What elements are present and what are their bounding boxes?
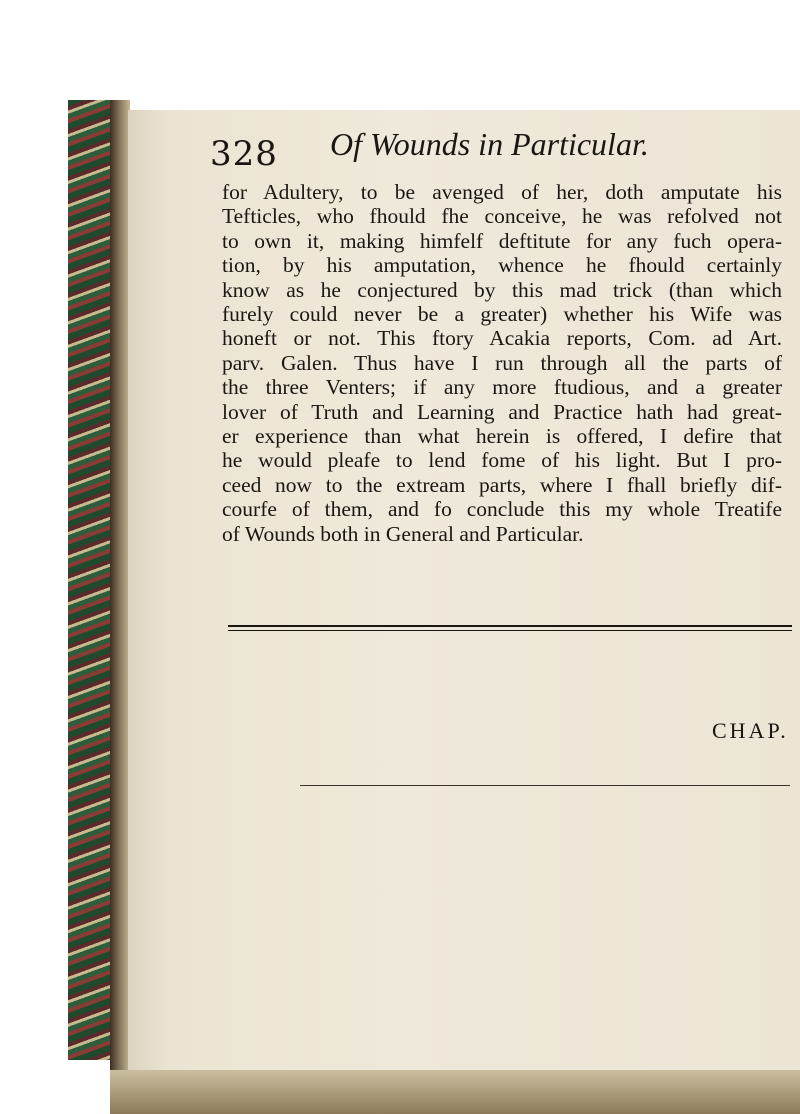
marbled-binding-edge [68,100,112,1060]
body-line: tion, by his amputation, whence he fhould certainly [222,253,782,278]
body-line: lover of Truth and Learning and Practice hath had great- [222,399,782,424]
lower-rule [300,785,790,786]
page-number: 328 [210,134,278,174]
body-text [222,180,782,546]
body-line: the three Venters; if any more ftudious, and a greater [222,375,782,400]
body-line: he would pleafe to lend fome of his light. But I pro- [222,448,782,473]
body-line: ceed now to the extream parts, where I fhall briefly dif- [222,472,782,497]
body-line: Tefticles, who fhould fhe conceive, he was refolved not [222,204,782,229]
gutter-shadow [110,100,130,1080]
body-line: honeft or not. This ftory Acakia reports, Com. ad Art. [222,326,782,351]
body-line: of Wounds both in General and Particular. [222,521,584,546]
body-line: know as he conjectured by this mad trick (than which [222,277,782,302]
body-line: for Adultery, to be avenged of her, doth amputate his [222,180,782,204]
catchword: CHAP. [712,718,789,743]
running-head: Of Wounds in Particular. [330,126,649,162]
body-line: furely could never be a greater) whether his Wife was [222,302,782,327]
section-rule-thin [228,630,792,631]
body-line: parv. Galen. Thus have I run through all the parts of [222,350,782,375]
body-line: courfe of them, and fo conclude this my whole Treatife [222,497,782,522]
section-rule [228,625,792,627]
body-line: to own it, making himfelf deftitute for any fuch opera- [222,228,782,253]
body-line: er experience than what herein is offered, I defire that [222,424,782,449]
page-bottom-edge [110,1070,800,1114]
